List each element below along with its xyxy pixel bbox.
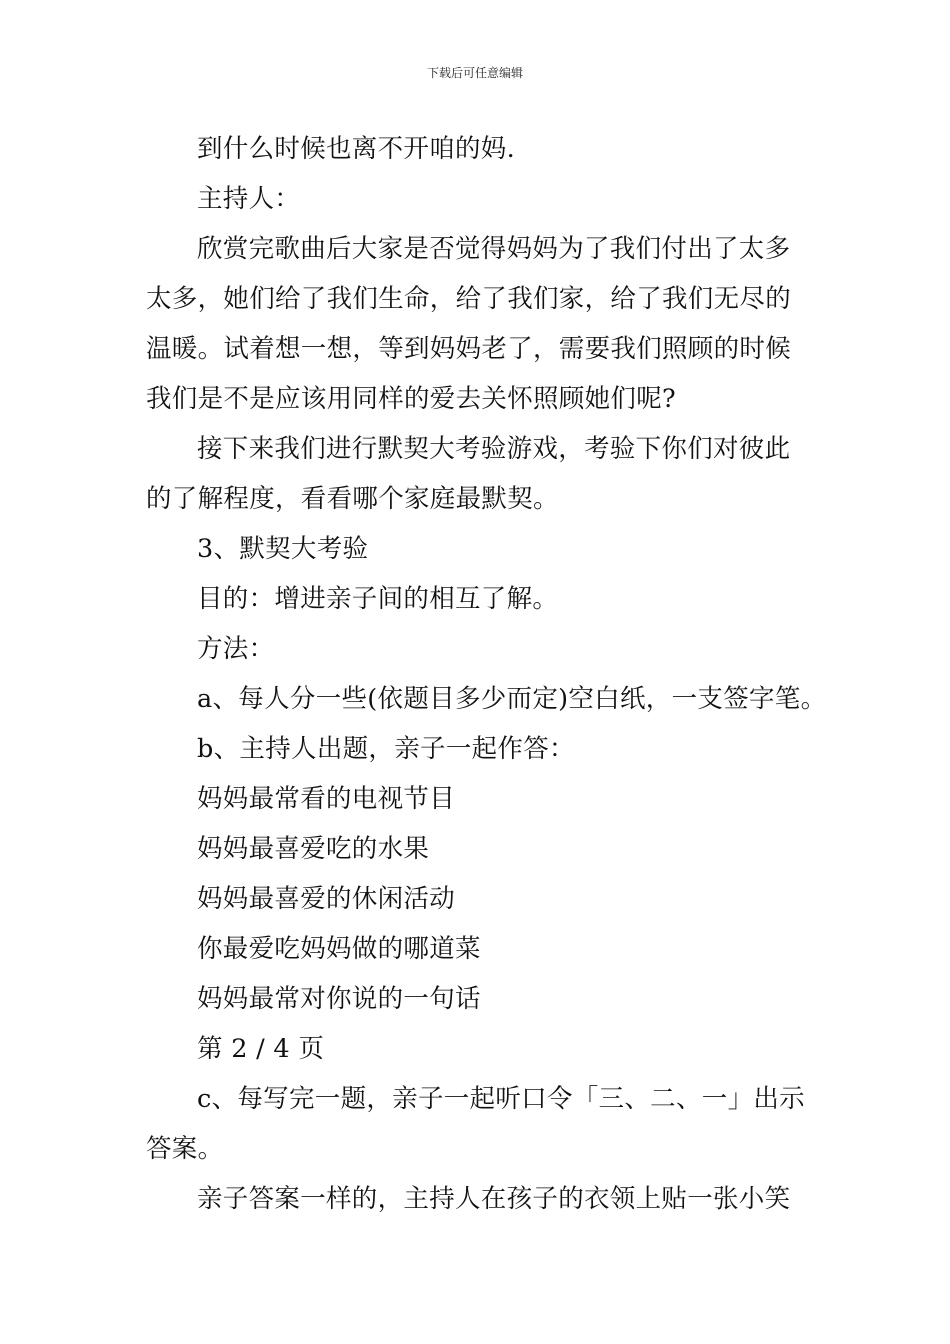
question-item: 妈妈最常对你说的一句话: [197, 984, 481, 1014]
question-item: 妈妈最常看的电视节目: [197, 784, 456, 814]
paragraph-line: 目的：增进亲子间的相互了解。: [197, 584, 559, 614]
paragraph-line: 我们是不是应该用同样的爱去关怀照顾她们呢?: [146, 384, 676, 414]
question-item: 妈妈最喜爱吃的水果: [197, 834, 430, 864]
paragraph-line: 接下来我们进行默契大考验游戏，考验下你们对彼此: [197, 434, 791, 464]
paragraph-line: 的了解程度，看看哪个家庭最默契。: [146, 484, 559, 514]
paragraph-line: 亲子答案一样的，主持人在孩子的衣领上贴一张小笑: [197, 1184, 791, 1214]
paragraph-line: 欣赏完歌曲后大家是否觉得妈妈为了我们付出了太多: [197, 234, 791, 264]
paragraph-line: 答案。: [146, 1134, 224, 1164]
paragraph-line: 温暖。试着想一想，等到妈妈老了，需要我们照顾的时候: [146, 334, 792, 364]
page-number: 第 2 / 4 页: [197, 1034, 325, 1064]
document-body: [146, 124, 827, 1224]
paragraph-line: 方法：: [197, 634, 275, 664]
paragraph-line: 到什么时候也离不开咱的妈.: [197, 134, 516, 164]
question-item: 妈妈最喜爱的休闲活动: [197, 884, 456, 914]
list-item: a、每人分一些(依题目多少而定)空白纸，一支签字笔。: [197, 684, 827, 714]
section-heading: 3、默契大考验: [197, 534, 369, 564]
page-header: 下载后可任意编辑: [426, 66, 523, 80]
paragraph-line: 太多，她们给了我们生命，给了我们家，给了我们无尽的: [146, 284, 792, 314]
question-item: 你最爱吃妈妈做的哪道菜: [197, 934, 481, 964]
paragraph-line: 主持人：: [197, 184, 301, 214]
list-item: c、每写完一题，亲子一起听口令「三、二、一」出示: [197, 1084, 805, 1114]
list-item: b、主持人出题，亲子一起作答：: [197, 734, 575, 764]
